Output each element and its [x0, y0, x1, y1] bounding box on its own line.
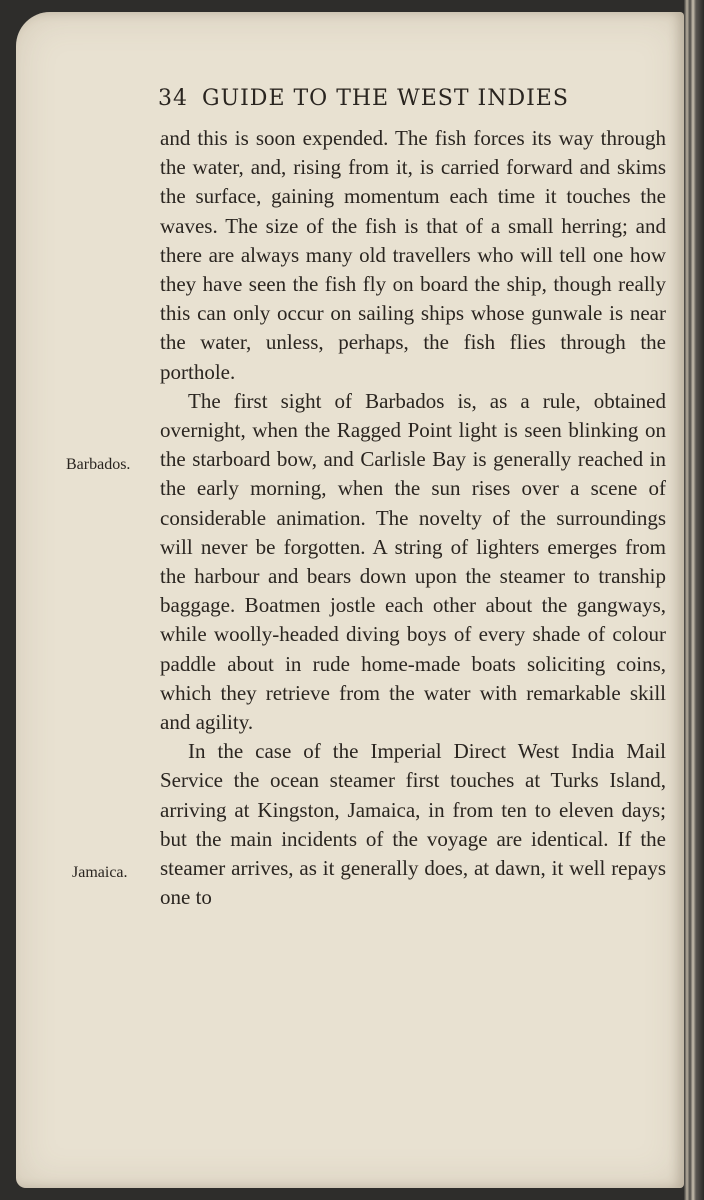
body-text — [160, 124, 666, 912]
page-number: 34 — [158, 86, 188, 111]
paragraph-flying-fish: and this is soon expended. The fish forces its way through the water, and, rising from it, is carried forward and skims the surface, gaining momentum each time it touches the waves. The size of the fish is that of a small herring; and there are always many old travellers who will tell one how they have seen the fish fly on board the ship, though really this can only occur on sailing ships whose gunwale is near the water, unless, perhaps, the fish flies through the porthole. — [160, 126, 666, 384]
paragraph-jamaica: In the case of the Imperial Direct West India Mail Service the ocean steamer first touches at Turks Island, arriving at Kingston, Jamaica, in from ten to eleven days; but the main incidents of the voyage are identical. If the steamer arrives, as it generally does, at dawn, it well repays one to — [160, 739, 666, 910]
running-header — [158, 86, 618, 111]
side-note-barbados: Barbados. — [66, 456, 131, 473]
side-note-jamaica: Jamaica. — [72, 864, 128, 881]
paragraph-barbados: The first sight of Barbados is, as a rule, obtained overnight, when the Ragged Point light is seen blinking on the starboard bow, and Carlisle Bay is generally reached in the early morning, when the sun rises over a scene of considerable animation. The novelty of the surroundings will never be forgotten. A string of lighters emerges from the harbour and bears down upon the steamer to tranship baggage. Boatmen jostle each other about the gangways, while woolly-headed diving boys of every shade of colour paddle about in rude home-made boats soliciting coins, which they retrieve from the water with remarkable skill and agility. — [160, 388, 666, 735]
running-title: GUIDE TO THE WEST INDIES — [202, 86, 569, 111]
page-edge — [684, 0, 704, 1200]
